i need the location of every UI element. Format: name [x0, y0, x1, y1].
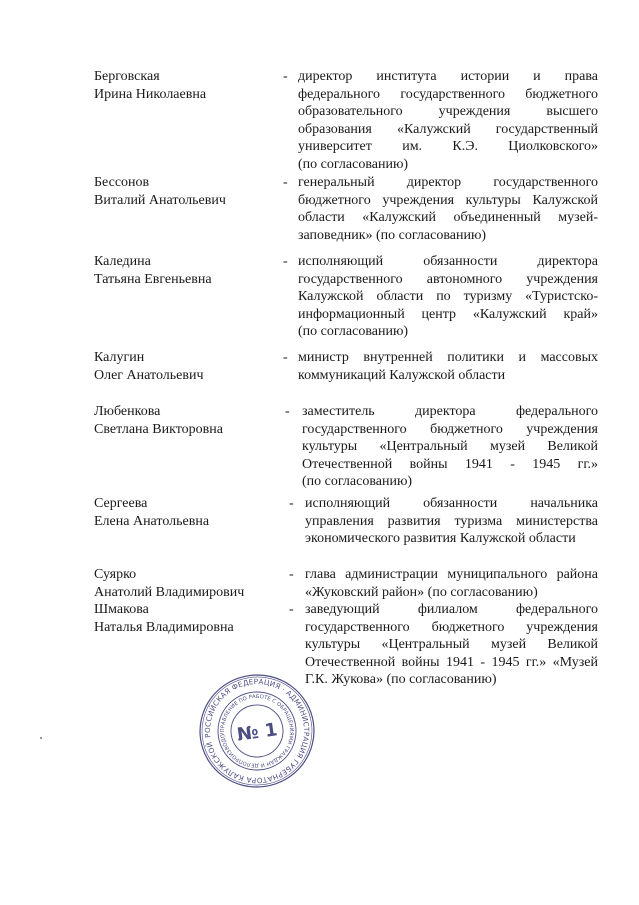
member-name [94, 495, 279, 531]
position-line: исполняющий обязанности начальника [305, 496, 598, 511]
member-surname: Калугин [94, 350, 145, 365]
position-line: министр внутренней политики и массовых [298, 350, 598, 365]
member-given-names: Виталий Анатольевич [94, 193, 226, 208]
position-line: государственного бюджетного учреждения [305, 619, 598, 635]
member-surname: Берговская [94, 69, 160, 84]
position-line: культуры «Центральный музей Великой [302, 439, 598, 455]
member-position [298, 174, 598, 244]
position-line: университет им. К.Э. Циолковского» [298, 139, 598, 155]
position-line: государственного автономного учреждения [298, 271, 598, 287]
member-name [94, 601, 279, 637]
seal-number: № 1 [235, 719, 279, 746]
member-position [298, 253, 598, 341]
scan-speck [40, 737, 42, 739]
member-given-names: Татьяна Евгеньевна [94, 272, 212, 287]
member-surname: Любенкова [94, 404, 161, 419]
position-line: Отечественной войны 1941 - 1945 гг.» [302, 456, 598, 472]
member-surname: Сергеева [94, 496, 148, 511]
position-line: заповедник» (по согласованию) [298, 227, 487, 243]
position-line: глава администрации муниципального района [305, 567, 598, 582]
position-line: экономического развития Калужской области [305, 531, 576, 547]
position-line: генеральный директор государственного [298, 175, 598, 190]
member-given-names: Анатолий Владимирович [94, 585, 245, 600]
member-surname: Каледина [94, 254, 151, 269]
seal-outer-text: РОССИЙСКАЯ ФЕДЕРАЦИЯ · АДМИНИСТРАЦИЯ ГУБЕРНАТОРА КАЛУЖСКОЙ [202, 676, 312, 786]
separator-dash: - [283, 69, 288, 84]
position-line: (по согласованию) [302, 474, 413, 490]
separator-dash: - [283, 254, 288, 269]
seal-inner-text: УПРАВЛЕНИЕ ПО РАБОТЕ С ОБРАЩЕНИЯМИ ГРАЖДАН И ДЕЛОПРОИЗВОДСТВУ [219, 693, 295, 769]
member-name [94, 403, 279, 439]
position-line: (по согласованию) [298, 324, 409, 340]
position-line: Отечественной войны 1941 - 1945 гг.» «Музей [305, 654, 598, 670]
position-line: образования «Калужский государственный [298, 121, 598, 137]
position-line: федерального государственного бюджетного [298, 86, 598, 102]
separator-dash: - [289, 602, 294, 617]
position-line: управления развития туризма министерства [305, 513, 598, 529]
position-line: области «Калужский объединенный музей- [298, 210, 598, 226]
position-line: культуры «Центральный музей Великой [305, 637, 598, 653]
position-line: государственного бюджетного учреждения [302, 421, 598, 437]
member-position [305, 566, 598, 601]
official-seal [178, 672, 336, 790]
member-position [298, 349, 598, 384]
member-position [302, 403, 598, 491]
separator-dash: - [283, 350, 288, 365]
member-given-names: Елена Анатольевна [94, 514, 210, 529]
position-line: заместитель директора федерального [302, 404, 598, 419]
member-name [94, 174, 279, 210]
position-line: Калужской области по туризму «Туристско- [298, 289, 598, 305]
member-given-names: Светлана Викторовна [94, 422, 223, 437]
member-position [298, 68, 598, 174]
member-given-names: Наталья Владимировна [94, 620, 234, 635]
separator-dash: - [283, 175, 288, 190]
position-line: директор института истории и права [298, 69, 598, 84]
member-name [94, 253, 279, 289]
position-line: образовательного учреждения высшего [298, 104, 598, 120]
separator-dash: - [285, 404, 290, 419]
position-line: заведующий филиалом федерального [305, 602, 598, 617]
separator-dash: - [289, 496, 294, 511]
member-position [305, 601, 598, 689]
member-given-names: Ирина Николаевна [94, 87, 207, 102]
position-line: (по согласованию) [298, 156, 409, 172]
position-line: коммуникаций Калужской области [298, 367, 506, 383]
member-surname: Бессонов [94, 175, 150, 190]
position-line: бюджетного учреждения культуры Калужской [298, 192, 598, 208]
member-given-names: Олег Анатольевич [94, 368, 204, 383]
member-surname: Суярко [94, 567, 137, 582]
position-line: Г.К. Жукова» (по согласованию) [305, 672, 497, 688]
position-line: информационный центр «Калужский край» [298, 306, 598, 322]
member-name [94, 349, 279, 385]
separator-dash: - [289, 567, 294, 582]
member-surname: Шмакова [94, 602, 149, 617]
member-position [305, 495, 598, 548]
seal-graphic [178, 672, 336, 790]
member-name [94, 68, 279, 104]
member-name [94, 566, 279, 602]
position-line: «Жуковский район» (по согласованию) [305, 584, 538, 600]
position-line: исполняющий обязанности директора [298, 254, 598, 269]
